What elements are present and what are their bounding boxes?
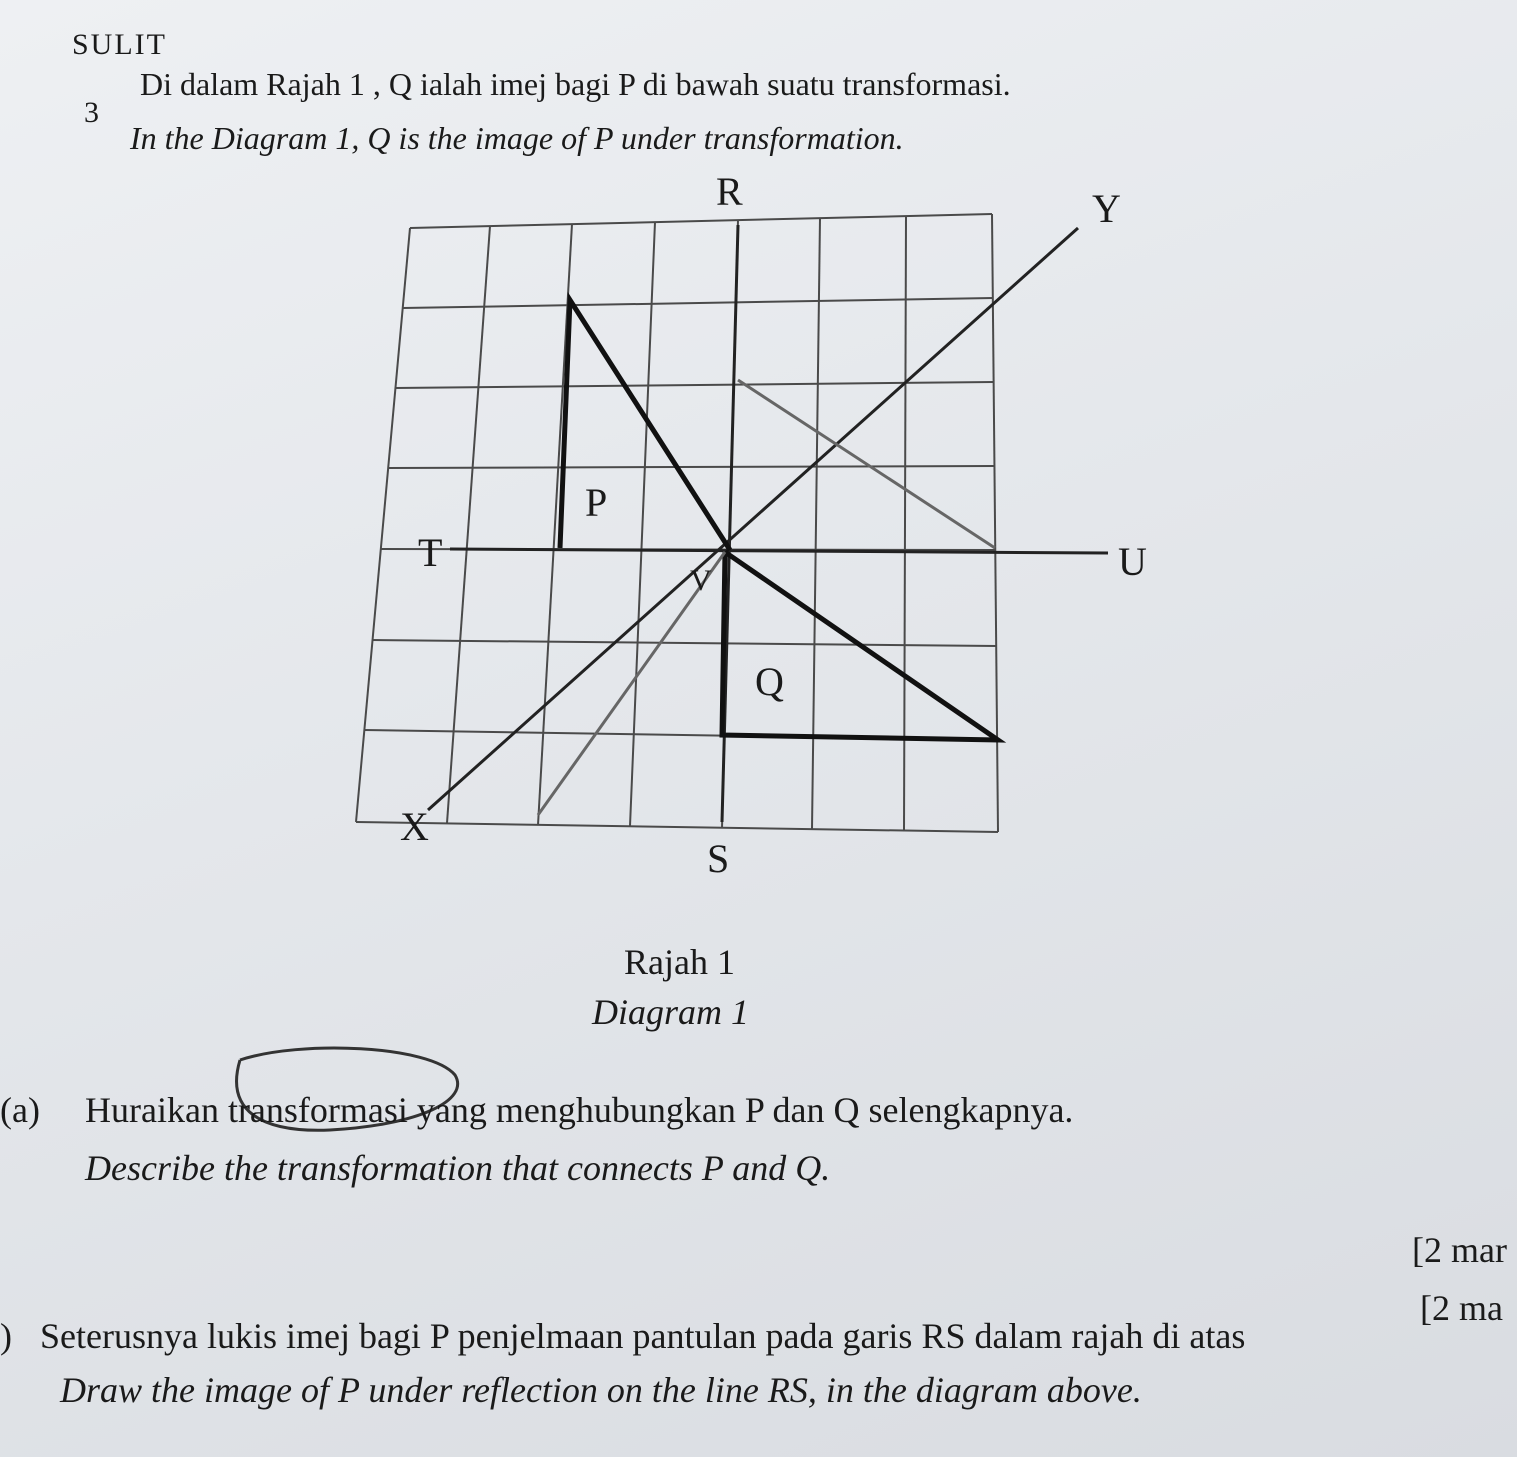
label-v: V (690, 564, 712, 597)
part-a-label: (a) (0, 1090, 40, 1130)
question-number: 3 (84, 96, 99, 129)
diagram-caption-ms: Rajah 1 (624, 942, 735, 982)
grid-line (356, 228, 410, 822)
label-r: R (716, 169, 743, 214)
part-b-text-ms: Seterusnya lukis imej bagi P penjelmaan pantulan pada garis RS dalam rajah di atas (40, 1316, 1246, 1356)
part-a-text-en: Describe the transformation that connects P and Q. (85, 1148, 831, 1188)
grid-line (410, 214, 992, 228)
part-b-label: ) (0, 1316, 12, 1356)
question-text-en: In the Diagram 1, Q is the image of P under transformation. (130, 120, 904, 156)
label-x: X (400, 804, 429, 849)
label-t: T (418, 530, 443, 575)
grid-line (356, 822, 998, 832)
part-a-text-ms: Huraikan transformasi yang menghubungkan P dan Q selengkapnya. (85, 1090, 1074, 1130)
grid-line (447, 226, 490, 823)
grid-line (538, 224, 572, 825)
line-xy (428, 228, 1078, 810)
sulit-label: SULIT (72, 28, 167, 61)
label-q: Q (755, 659, 784, 704)
marks-label: [2 mar (1412, 1230, 1507, 1270)
marks-label: [2 ma (1420, 1288, 1503, 1328)
question-text-ms: Di dalam Rajah 1 , Q ialah imej bagi P di bawah suatu transformasi. (140, 66, 1011, 102)
label-s: S (707, 836, 730, 881)
diagram-caption-en: Diagram 1 (592, 992, 750, 1032)
line-tu (450, 549, 1108, 553)
grid-line (388, 466, 995, 468)
part-b-text-en: Draw the image of P under reflection on the line RS, in the diagram above. (60, 1370, 1142, 1410)
helper-line (738, 380, 995, 548)
grid-line (372, 640, 997, 646)
label-y: Y (1092, 186, 1121, 231)
label-p: P (585, 480, 608, 525)
label-u: U (1118, 539, 1147, 584)
grid-line (403, 298, 993, 308)
